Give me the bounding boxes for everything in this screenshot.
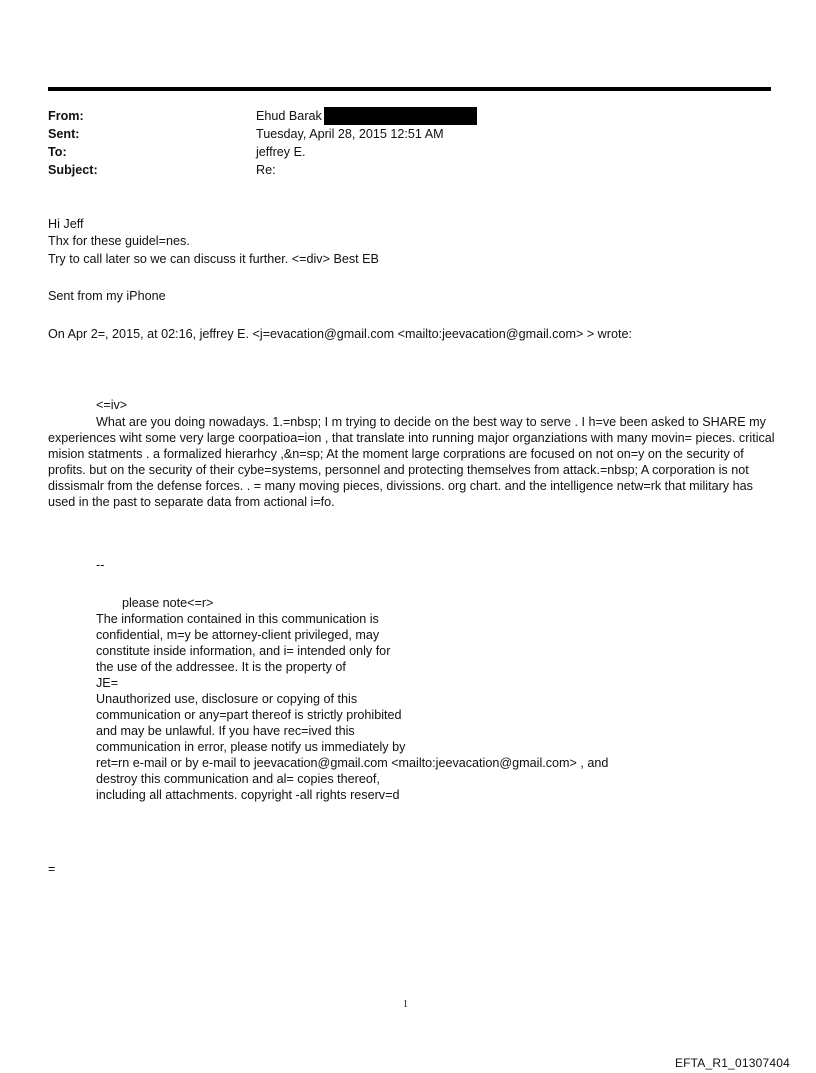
notice-line: confidential, m=y be attorney-client privileged, may [96,628,380,642]
quoted-body: What are you doing nowadays. 1.=nbsp; I m trying to decide on the best way to serve . I h=ve been asked to SHARE my experiences wiht some very large coorpatioa=ion , that translate into running major organziations with many movin= pieces. critical mision statments . a formalized hierarhcy ,&n=sp; At the moment large corprations are focused on not on=y on the security of profits. but on the security of their cybe=systems, personnel and protecting themselves from attack.=nbsp; A corporation is not dissismalr from the defense forces. . = many moving pieces, divissions. org chart. and the intelligence netw=rk that military has used in the past to separate data from actional i=fo. [48,415,775,509]
signature: Sent from my iPhone [48,289,166,303]
email-header [48,107,748,179]
notice-line: communication in error, please notify us immediately by [96,740,406,754]
div-tag: <=iv> [96,398,128,412]
notice-line: The information contained in this communication is [96,612,379,626]
sent-value: Tuesday, April 28, 2015 12:51 AM [256,127,444,141]
from-row [48,107,748,125]
notice-line: JE= [96,676,119,690]
quote-header: On Apr 2=, 2015, at 02:16, jeffrey E. <j=evacation@gmail.com <mailto:jeevacation@gmail.com> > wrote: [48,327,632,341]
redaction-box [324,107,477,125]
header-rule [48,87,771,91]
page-number: 1 [403,999,408,1010]
notice-line: and may be unlawful. If you have rec=ived this [96,724,355,738]
notice-line: ret=rn e-mail or by e-mail to jeevacation@gmail.com <mailto:jeevacation@gmail.com> , and [96,756,609,770]
subject-value: Re: [256,163,276,177]
notice-line: including all attachments. copyright -all rights reserv=d [96,788,400,802]
notice-line: please note<=r> [122,596,214,610]
reply-line-2: Try to call later so we can discuss it further. <=div> Best EB [48,252,379,266]
subject-label: Subject: [48,163,98,177]
subject-row [48,161,748,179]
reply-line-1: Thx for these guidel=nes. [48,234,190,248]
to-label: To: [48,145,67,159]
notice-line: Unauthorized use, disclosure or copying of this [96,692,358,706]
bates-number: EFTA_R1_01307404 [674,1056,790,1070]
greeting: Hi Jeff [48,217,84,231]
confidentiality-notice [96,595,696,803]
from-value [256,107,477,125]
quoted-message [48,414,778,510]
notice-line: destroy this communication and al= copies thereof, [96,772,380,786]
notice-line: communication or any=part thereof is strictly prohibited [96,708,402,722]
sender-name: Ehud Barak [256,109,322,123]
separator: -- [96,558,105,572]
from-label: From: [48,109,84,123]
notice-line: constitute inside information, and i= intended only for [96,644,391,658]
sent-label: Sent: [48,127,80,141]
to-value: jeffrey E. [256,145,306,159]
sent-row [48,125,748,143]
trailer: = [48,862,56,876]
notice-line: the use of the addressee. It is the property of [96,660,346,674]
to-row [48,143,748,161]
